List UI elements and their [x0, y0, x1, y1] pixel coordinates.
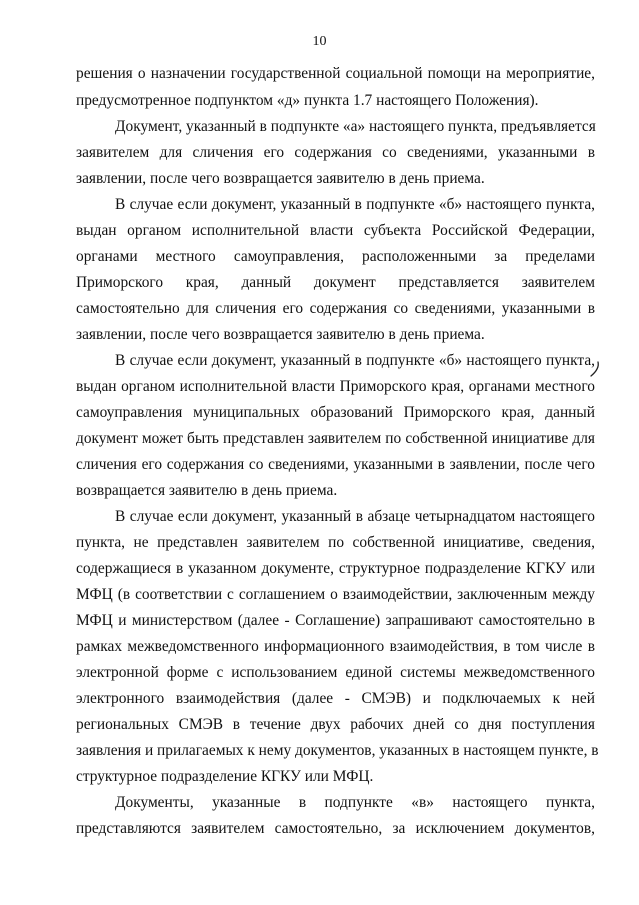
text-line: заявителем для сличения его содержания со сведениями, указанными в	[76, 144, 595, 161]
text-line: содержащиеся в указанном документе, структурное подразделение КГКУ или	[76, 560, 595, 577]
text-line: В случае если документ, указанный в абзаце четырнадцатом настоящего	[115, 508, 595, 525]
text-line: выдан органом исполнительной власти Приморского края, органами местного	[76, 378, 595, 395]
text-line: Документ, указанный в подпункте «а» настоящего пункта, предъявляется	[115, 118, 596, 135]
text-line: органами местного самоуправления, расположенными за пределами	[76, 248, 595, 265]
text-line: В случае если документ, указанный в подпункте «б» настоящего пункта,	[115, 196, 595, 213]
text-line: пункта, не представлен заявителем по собственной инициативе, сведения,	[76, 534, 595, 551]
text-line: самостоятельно для сличения его содержания со сведениями, указанными в	[76, 300, 595, 317]
text-line: МФЦ и министерством (далее - Соглашение) запрашивают самостоятельно в	[76, 612, 595, 629]
text-line: заявлении, после чего возвращается заявителю в день приема.	[76, 170, 485, 187]
text-line: представляются заявителем самостоятельно, за исключением документов,	[76, 820, 595, 837]
text-line: структурное подразделение КГКУ или МФЦ.	[76, 768, 374, 785]
text-line: В случае если документ, указанный в подпункте «б» настоящего пункта,	[115, 352, 595, 369]
text-line: предусмотренное подпунктом «д» пункта 1.7 настоящего Положения).	[76, 92, 539, 109]
text-line: Документы, указанные в подпункте «в» настоящего пункта,	[115, 794, 595, 811]
text-line: заявлении, после чего возвращается заявителю в день приема.	[76, 326, 485, 343]
text-line: самоуправления муниципальных образований Приморского края, данный	[76, 404, 595, 421]
text-line: выдан органом исполнительной власти субъекта Российской Федерации,	[76, 222, 595, 239]
text-line: сличения его содержания со сведениями, указанными в заявлении, после чего	[76, 456, 595, 473]
pen-mark-icon	[588, 360, 602, 378]
text-line: электронной форме с использованием единой системы межведомственного	[76, 664, 595, 681]
text-line: возвращается заявителю в день приема.	[76, 482, 338, 499]
page-number: 10	[312, 34, 327, 49]
text-line: Приморского края, данный документ представляется заявителем	[76, 274, 595, 291]
text-line: электронного взаимодействия (далее - СМЭВ) и подключаемых к ней	[76, 690, 595, 707]
text-line: МФЦ (в соответствии с соглашением о взаимодействии, заключенным между	[76, 586, 595, 603]
text-line: решения о назначении государственной социальной помощи на мероприятие,	[76, 65, 595, 82]
text-line: региональных СМЭВ в течение двух рабочих дней со дня поступления	[76, 716, 595, 733]
text-line: заявления и прилагаемых к нему документов, указанных в настоящем пункте, в	[76, 742, 599, 759]
text-line: рамках межведомственного информационного взаимодействия, в том числе в	[76, 638, 595, 655]
text-line: документ может быть представлен заявителем по собственной инициативе для	[76, 430, 595, 447]
